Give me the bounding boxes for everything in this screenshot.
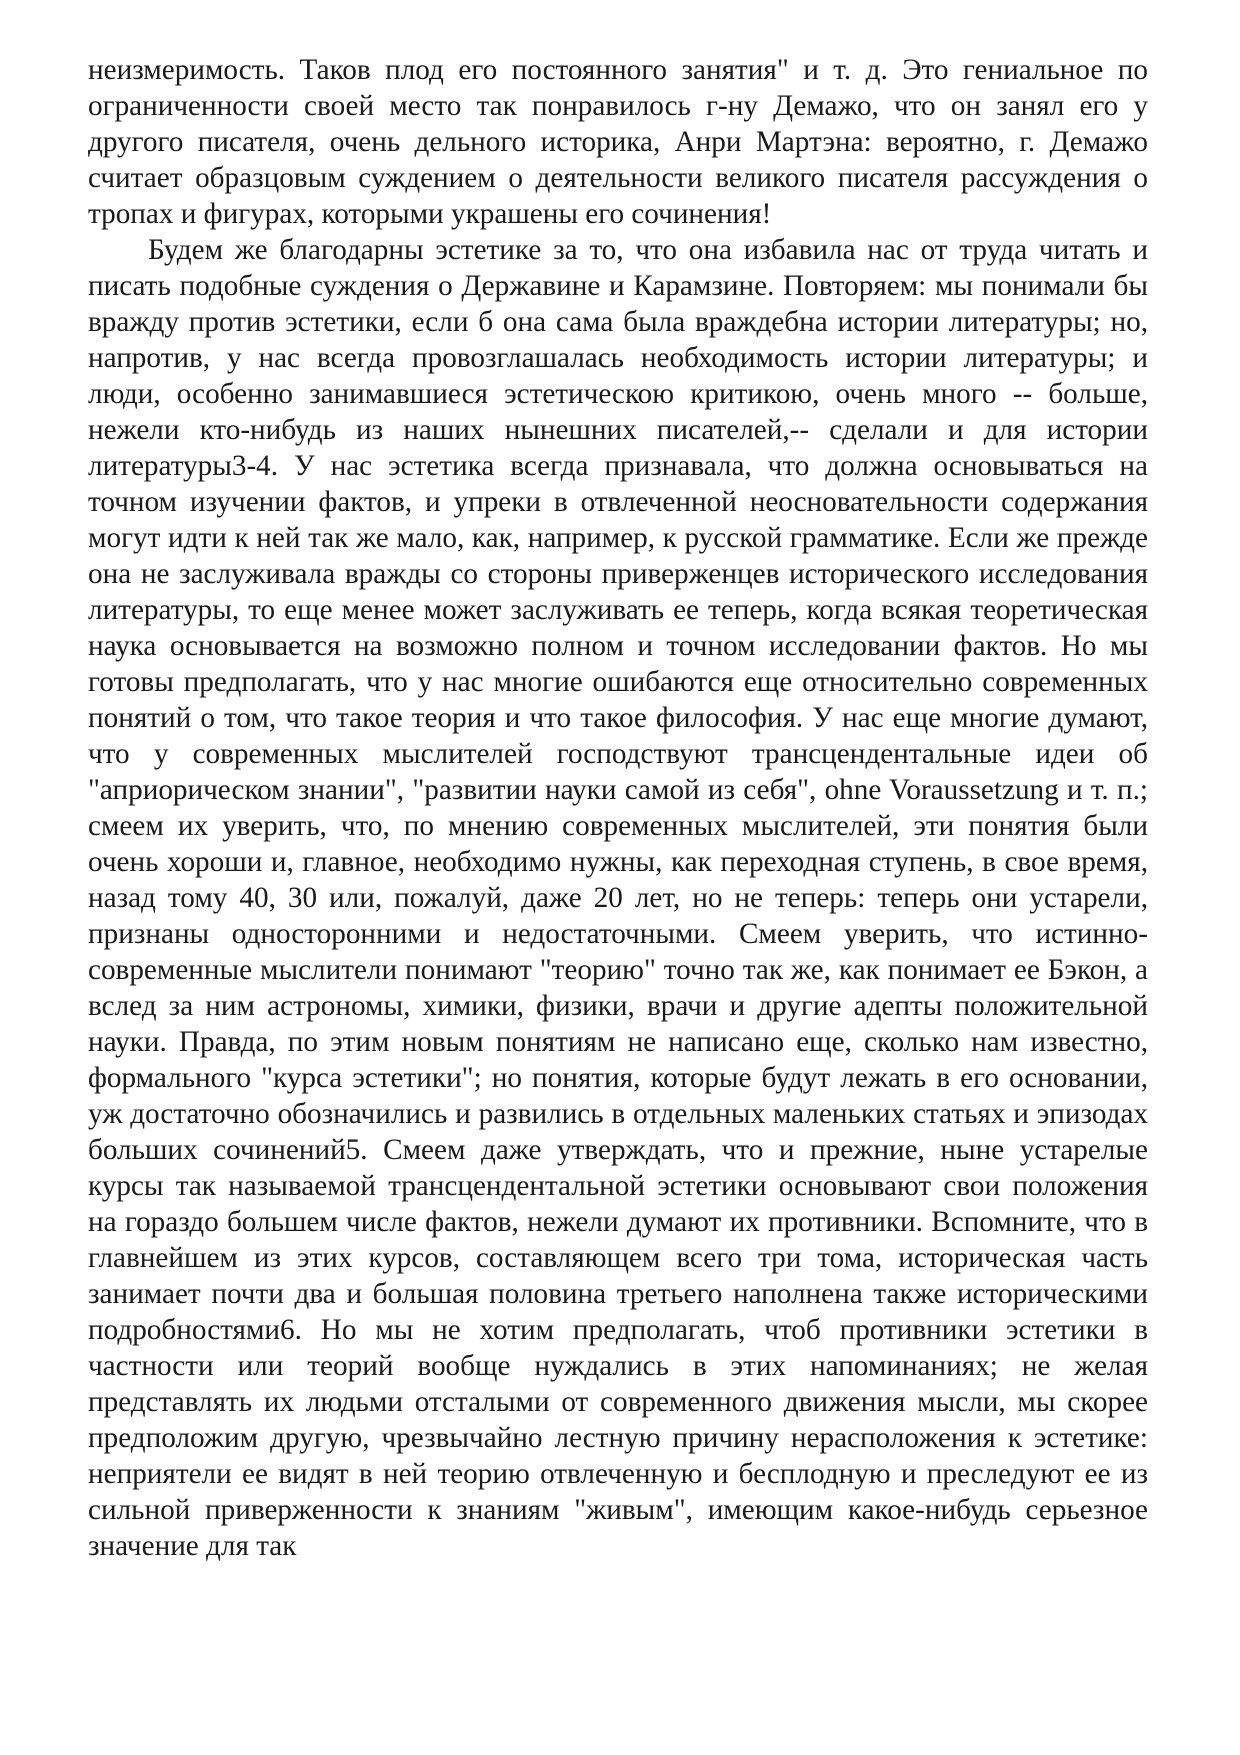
paragraph-aesthetics: Будем же благодарны эстетике за то, что она избавила нас от труда читать и писать подобные суждения о Державине и Карамзине. Повторяем: мы понимали бы вражду против эстетики, если б она сама была враждебна истории литературы; но, напротив, у нас всегда провозглашалась необходимость истории литературы; и люди, особенно занимавшиеся эстетическою критикою, очень много -- больше, нежели кто-нибудь из наших нынешних писателей,-- сделали и для истории литературы3-4. У нас эстетика всегда признавала, что должна основываться на точном изучении фактов, и упреки в отвлеченной неосновательности содержания могут идти к ней так же мало, как, например, к русской грамматике. Если же прежде она не заслуживала вражды со стороны приверженцев исторического исследования литературы, то еще менее может заслуживать ее теперь, когда всякая теоретическая наука основывается на возможно полном и точном исследовании фактов. Но мы готовы предполагать, что у нас многие ошибаются еще относительно современных понятий о том, что такое теория и что такое философия. У нас еще многие думают, что у современных мыслителей господствуют трансцендентальные идеи об "априорическом знании", "развитии науки самой из себя", ohne Voraussetzung и т. п.; смеем их уверить, что, по мнению современных мыслителей, эти понятия были очень хороши и, главное, необходимо нужны, как переходная ступень, в свое время, назад тому 40, 30 или, пожалуй, даже 20 лет, но не теперь: теперь они устарели, признаны односторонними и недостаточными. Смеем уверить, что истинно-современные мыслители понимают "теорию" точно так же, как понимает ее Бэкон, а вслед за ним астрономы, химики, физики, врачи и другие адепты положительной науки. Правда, по этим новым понятиям не написано еще, сколько нам известно, формального "курса эстетики"; но понятия, которые будут лежать в его основании, уж достаточно обозначились и развились в отдельных маленьких статьях и эпизодах больших сочинений5. Смеем даже утверждать, что и прежние, ныне устарелые курсы так называемой трансцендентальной эстетики основывают свои положения на гораздо большем числе фактов, нежели думают их противники. Вспомните, что в главнейшем из этих курсов, составляющем всего три тома, историческая часть занимает почти два и большая половина третьего наполнена также историческими подробностями6. Но мы не хотим предполагать, чтоб противники эстетики в частности или теорий вообще нуждались в этих напоминаниях; не желая представлять их людьми отсталыми от современного движения мысли, мы скорее предположим другую, чрезвычайно лестную причину нерасположения к эстетике: неприятели ее видят в ней теорию отвлеченную и бесплодную и преследуют ее из сильной приверженности к знаниям "живым", имеющим какое-нибудь серьезное значение для так (88, 234, 1148, 1562)
paragraph-continuation: неизмеримость. Таков плод его постоянного занятия" и т. д. Это гениальное по ограниченности своей место так понравилось г-ну Демажо, что он занял его у другого писателя, очень дельного историка, Анри Мартэна: вероятно, г. Демажо считает образцовым суждением о деятельности великого писателя рассуждения о тропах и фигурах, которыми украшены его сочинения! (88, 54, 1148, 230)
document-page (88, 52, 1148, 1564)
